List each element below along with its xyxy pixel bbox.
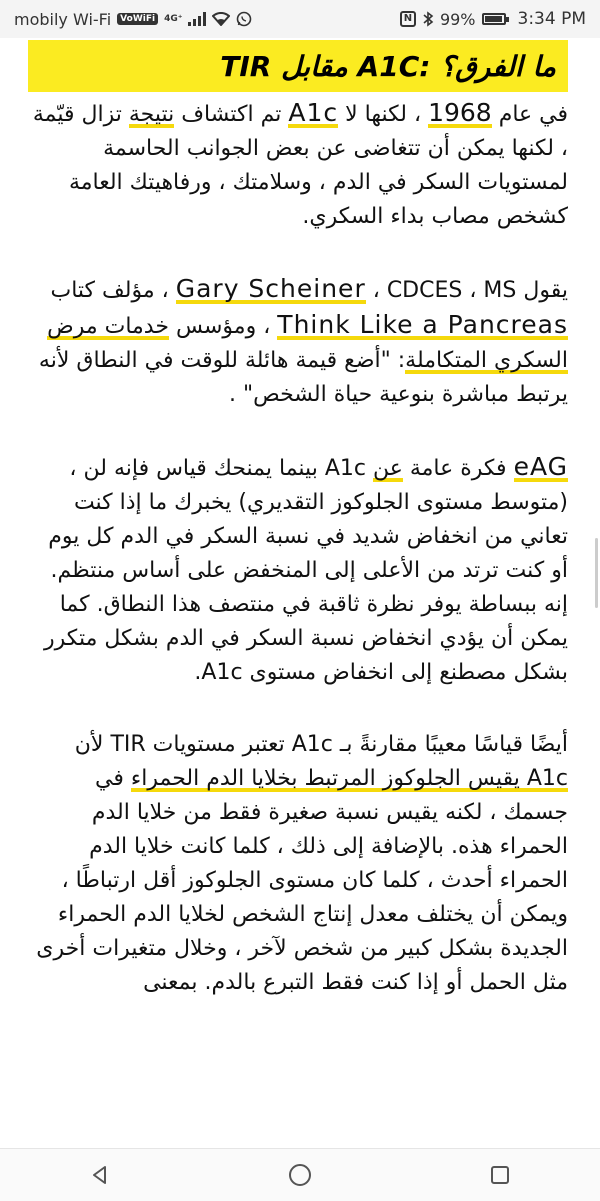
battery-percent: 99%	[439, 9, 476, 29]
paragraph-text: في جسمك ، لكنه يقيس نسبة صغيرة فقط من خلايا الدم الحمراء هذه. بالإضافة إلى ذلك ، كلما كانت خلايا الدم الحمراء أحدث ، كلما كان مستوى الجلوكوز أقل ارتباطًا ، ويمكن أن يختلف معدل إنتاج الشخص لخلايا الدم الحمراء الجديدة بشكل كبير من شخص لآخر ، وخلال متغيرات أخرى مثل الحمل أو إذا كنت فقط التبرع بالدم. بمعنى	[36, 766, 568, 995]
highlighted-link[interactable]: A1c	[288, 98, 339, 127]
paragraph-text: ، ومؤسس	[168, 314, 278, 339]
paragraph-text: في عام	[491, 102, 568, 127]
wifi-icon	[212, 12, 230, 26]
article-paragraph	[28, 450, 568, 690]
paragraph-text: ، CDCES ، MS ، مؤلف كتاب	[50, 278, 517, 303]
bluetooth-icon	[422, 11, 434, 27]
paragraph-text: ، لكنها لا	[338, 102, 429, 127]
paragraph-text: تم اكتشاف	[174, 102, 289, 127]
navigation-bar	[0, 1148, 600, 1201]
scrollbar[interactable]	[595, 538, 598, 608]
battery-icon	[482, 13, 506, 25]
home-button[interactable]	[270, 1155, 330, 1195]
highlighted-link[interactable]: Think Like a Pancreas	[277, 310, 568, 339]
paragraph-text: فكرة عامة	[402, 456, 514, 481]
highlighted-link[interactable]: عن	[372, 456, 403, 481]
paragraph-text: أيضًا قياسًا معيبًا مقارنةً بـ A1c تعتبر مستويات TIR لأن	[74, 732, 568, 757]
vowifi-badge: VoWiFi	[117, 13, 158, 25]
network-type-label: 4G⁺	[164, 14, 183, 24]
recents-icon	[489, 1164, 511, 1186]
back-button[interactable]	[70, 1155, 130, 1195]
home-icon	[287, 1162, 313, 1188]
recents-button[interactable]	[470, 1155, 530, 1195]
article-paragraph	[28, 96, 568, 234]
article-body	[28, 96, 568, 1000]
highlighted-link[interactable]: A1c يقيس الجلوكوز المرتبط بخلايا الدم الحمراء	[130, 766, 568, 791]
article-paragraph	[28, 728, 568, 1000]
paragraph-text: A1c بينما يمنحك قياس فإنه لن ، (متوسط مستوى الجلوكوز التقديري) يخبرك ما إذا كنت تعاني من انخفاض شديد في نسبة السكر في الدم كل يوم أو كنت ترتد من الأعلى إلى المنخفض على أساس منتظم. إنه ببساطة يوفر نظرة ثاقبة في منتصف هذا النطاق. كما يمكن أن يؤدي انخفاض نسبة السكر في الدم بشكل متكرر بشكل مصطنع إلى انخفاض مستوى A1c.	[44, 456, 568, 685]
paragraph-text: يقول	[516, 278, 568, 303]
article-heading: TIR مقابل A1C: ما الفرق؟	[220, 49, 556, 83]
article-paragraph	[28, 272, 568, 412]
whatsapp-icon	[236, 11, 252, 27]
status-bar	[0, 0, 600, 38]
signal-icon	[188, 12, 206, 26]
carrier-label: mobily Wi-Fi	[14, 9, 112, 29]
status-left	[14, 10, 252, 29]
back-icon	[89, 1164, 111, 1186]
article-view[interactable]	[0, 38, 600, 1148]
highlighted-link[interactable]: eAG	[513, 452, 568, 481]
status-right	[400, 9, 586, 29]
highlighted-link[interactable]: Gary Scheiner	[175, 274, 366, 303]
paragraph-text: : "أضع قيمة هائلة للوقت في النطاق لأنه يرتبط مباشرة بنوعية حياة الشخص" .	[38, 348, 568, 407]
nfc-icon: N	[400, 11, 416, 27]
highlighted-link[interactable]: نتيجة	[128, 102, 175, 127]
highlighted-link[interactable]: 1968	[428, 98, 492, 127]
paragraph-text: تزال قيّمة ، لكنها يمكن أن تتغاضى عن بعض الجوانب الحاسمة لمستويات السكر في الدم ، وسلامتك ، ورفاهيتك العامة كشخص مصاب بداء السكري.	[32, 102, 568, 229]
clock: 3:34 PM	[517, 9, 586, 29]
highlighted-link[interactable]: خدمات مرض السكري المتكاملة	[47, 314, 568, 373]
article-heading-bar	[28, 40, 568, 92]
